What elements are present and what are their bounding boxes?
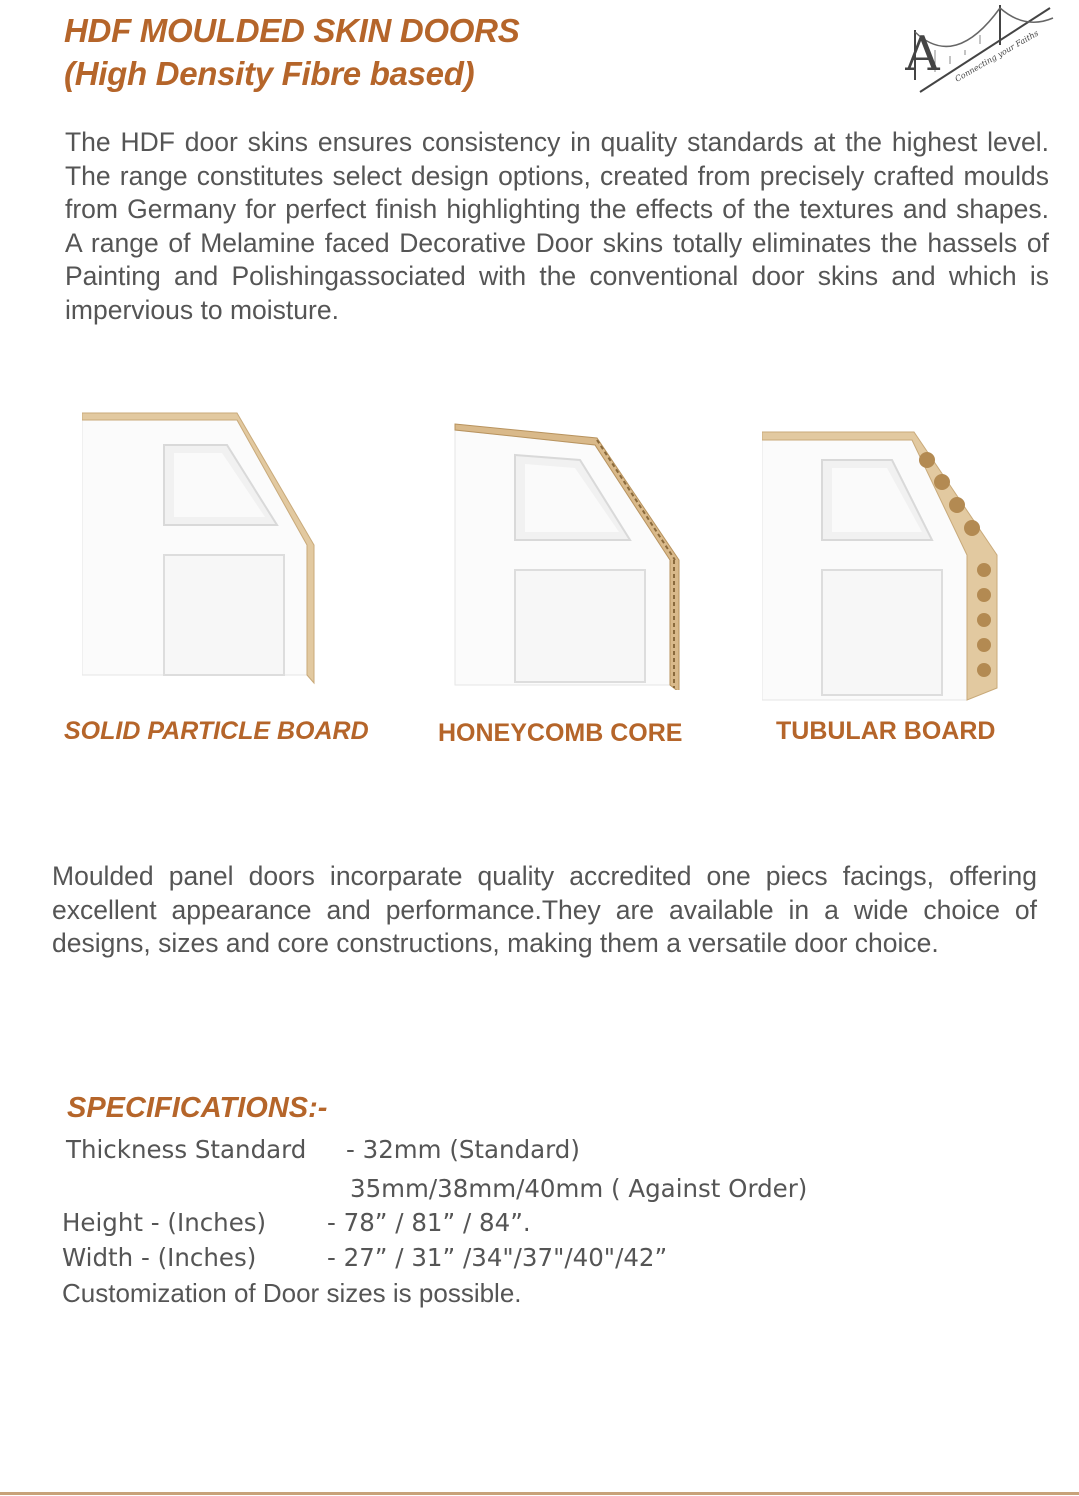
bottom-divider xyxy=(0,1492,1079,1495)
specifications-heading: SPECIFICATIONS:- xyxy=(67,1092,328,1124)
width-label: Width - (Inches) xyxy=(62,1243,257,1272)
thickness-value-order: 35mm/38mm/40mm ( Against Order) xyxy=(350,1174,808,1203)
caption-tubular-board: TUBULAR BOARD xyxy=(776,717,996,745)
honeycomb-core-door-image xyxy=(445,410,715,690)
customization-note: Customization of Door sizes is possible. xyxy=(62,1278,522,1308)
page-title: HDF MOULDED SKIN DOORS xyxy=(64,12,520,49)
tubular-board-door-image xyxy=(762,420,1002,705)
bridge-logo xyxy=(905,0,1055,100)
logo-letter: A xyxy=(905,26,940,82)
solid-particle-door-image xyxy=(82,405,327,690)
height-value: - 78” / 81” / 84”. xyxy=(327,1208,531,1237)
caption-honeycomb-core: HONEYCOMB CORE xyxy=(438,719,683,747)
width-value: - 27” / 31” /34"/37"/40"/42” xyxy=(327,1243,668,1272)
height-label: Height - (Inches) xyxy=(62,1208,267,1237)
logo-tagline: Connecting your Faiths xyxy=(953,28,1041,84)
intro-paragraph: The HDF door skins ensures consistency in quality standards at the highest level. The range constitutes select design options, created from precisely crafted moulds from Germany for perfect finish highlighting the effects of the textures and shapes. A range of Melamine faced Decorative Door skins totally eliminates the hassels of Painting and Polishingassociated with the conventional door skins and which is impervious to moisture. xyxy=(65,127,1049,325)
caption-solid-particle-board: SOLID PARTICLE BOARD xyxy=(64,717,369,745)
thickness-value: - 32mm (Standard) xyxy=(346,1135,580,1164)
page-subtitle: (High Density Fibre based) xyxy=(64,55,475,92)
thickness-label: Thickness Standard xyxy=(66,1135,307,1164)
description-paragraph: Moulded panel doors incorparate quality accredited one piecs facings, offering excellent appearance and performance.They are available in a wide choice of designs, sizes and core constructions, making them a versatile door choice. xyxy=(52,861,1037,959)
